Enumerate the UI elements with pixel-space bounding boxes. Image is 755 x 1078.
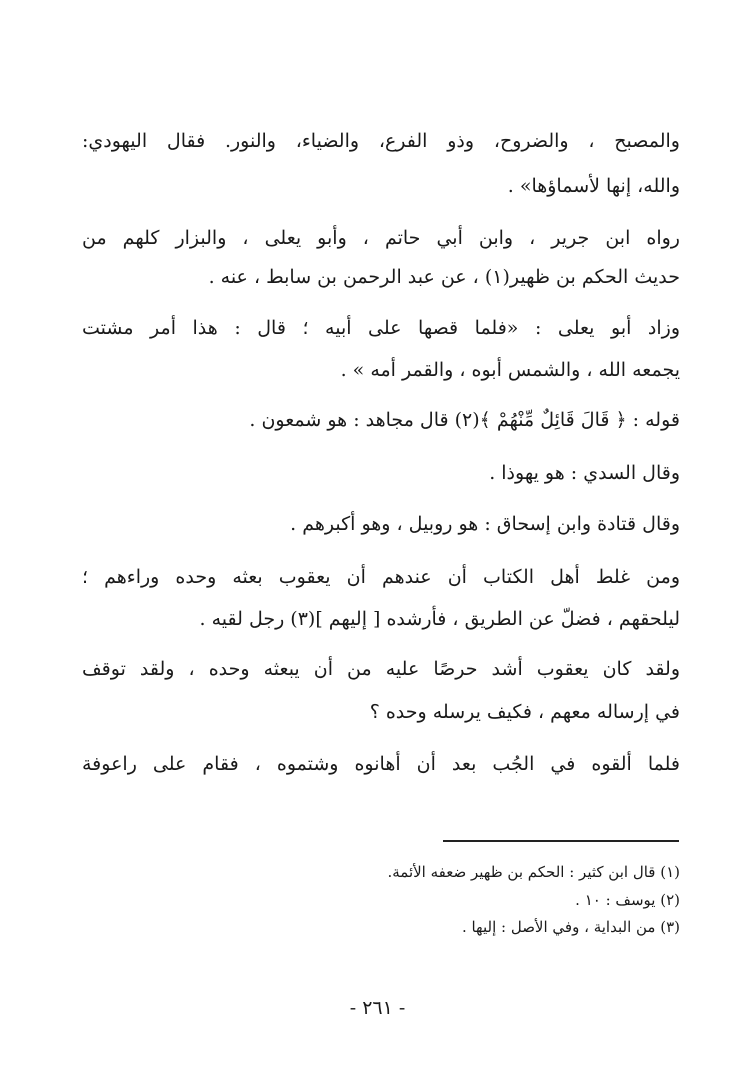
text-line-13: في إرساله معهم ، فكيف يرسله وحده ؟ <box>369 701 680 723</box>
footnote-3: (٣) من البداية ، وفي الأصل : إليها . <box>461 918 680 936</box>
text-line-4: حديث الحكم بن ظهير(١) ، عن عبد الرحمن بن سابط ، عنه . <box>208 266 680 288</box>
text-line-7: قوله : ﴿ قَالَ قَائِلٌ مِّنْهُمْ ﴾(٢) قال مجاهد : هو شمعون . <box>249 409 680 431</box>
text-line-8: وقال السدي : هو يهوذا . <box>489 462 680 484</box>
page-number: - ٢٦١ - <box>349 997 406 1019</box>
text-line-11: ليلحقهم ، فضلّ عن الطريق ، فأرشده [ إليهم ](٣) رجل لقيه . <box>199 608 680 630</box>
text-line-6: يجمعه الله ، والشمس أبوه ، والقمر أمه » . <box>340 359 680 381</box>
text-line-12: ولقد كان يعقوب أشد حرصًا عليه من أن يبعثه وحده ، ولقد توقف <box>82 658 680 680</box>
text-line-2: والله، إنها لأسماؤها» . <box>507 175 680 197</box>
footnote-1: (١) قال ابن كثير : الحكم بن ظهير ضعفه الأئمة. <box>387 863 680 881</box>
text-line-5: وزاد أبو يعلى : «فلما قصها على أبيه ؛ قال : هذا أمر مشتت <box>82 317 680 339</box>
footnote-separator <box>443 840 679 842</box>
text-line-10: ومن غلط أهل الكتاب أن عندهم أن يعقوب بعثه وحده وراءهم ؛ <box>82 566 680 588</box>
text-line-1: والمصبح ، والضروح، وذو الفرع، والضياء، والنور. فقال اليهودي: <box>82 130 680 152</box>
text-line-9: وقال قتادة وابن إسحاق : هو روبيل ، وهو أكبرهم . <box>290 513 680 535</box>
footnote-2: (٢) يوسف : ١٠ . <box>575 891 680 909</box>
text-line-3: رواه ابن جرير ، وابن أبي حاتم ، وأبو يعلى ، والبزار كلهم من <box>82 227 680 249</box>
text-line-14: فلما ألقوه في الجُب بعد أن أهانوه وشتموه ، فقام على راعوفة <box>82 753 680 775</box>
